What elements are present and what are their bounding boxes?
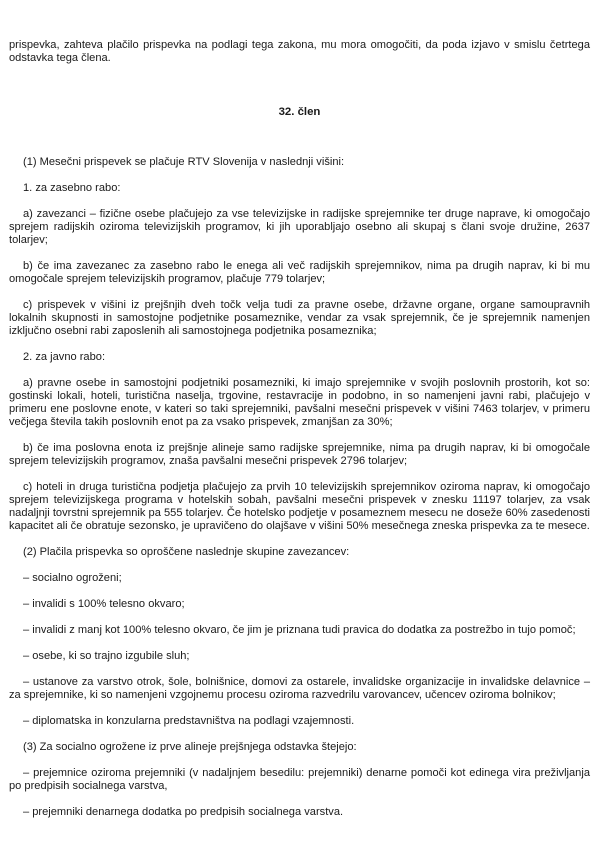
paragraph-public-a: a) pravne osebe in samostojni podjetniki posamezniki, ki imajo sprejemnike v svojih poslovnih prostorih, kot so: gostinski lokali, hoteli, turistična naselja, trgovine, restavracije in podobno, in so namenjeni javni rabi, plačujejo v primeru ene poslovne enote, v kateri so taki sprejemniki, pavšalni mesečni prispevek v višini 7463 tolarjev, v primeru večjega števila takih poslovnih enot pa za vsako prispevek, zmanjšan za 30%; — [9, 377, 590, 428]
list-item: – diplomatska in konzularna predstavništva na podlagi vzajemnosti. — [23, 715, 355, 727]
list-item: – prejemniki denarnega dodatka po predpisih socialnega varstva. — [23, 806, 344, 818]
paragraph-1: (1) Mesečni prispevek se plačuje RTV Slovenija v naslednji višini: — [23, 156, 345, 168]
list-item: – socialno ogroženi; — [23, 572, 122, 584]
document-page — [9, 39, 590, 832]
paragraph-private-a: a) zavezanci – fizične osebe plačujejo za vse televizijske in radijske sprejemnike ter druge naprave, ki omogočajo sprejem radijskih oziroma televizijskih programov, ki jih uporabljajo osebno ali skupaj s člani svoje družine, 2637 tolarjev; — [9, 208, 590, 246]
list-item: – invalidi s 100% telesno okvaro; — [23, 598, 185, 610]
list-item: – ustanove za varstvo otrok, šole, bolnišnice, domovi za ostarele, invalidske organizacije in invalidske delavnice – za sprejemnike, ki so namenjeni vzgojnemu procesu oziroma razvedrilu varovancev, učencev oziroma bolnikov; — [9, 676, 590, 701]
list-item: – osebe, ki so trajno izgubile sluh; — [23, 650, 190, 662]
paragraph-private-b: b) če ima zavezanec za zasebno rabo le enega ali več radijskih sprejemnikov, nima pa drugih naprav, ki bi mu omogočale sprejem televizijskih programov, plačuje 779 tolarjev; — [9, 260, 590, 285]
article-heading: 32. člen — [278, 106, 321, 118]
paragraph-2: (2) Plačila prispevka so oproščene naslednje skupine zavezancev: — [23, 546, 350, 558]
paragraph-3: (3) Za socialno ogrožene iz prve alineje prejšnjega odstavka štejejo: — [23, 741, 357, 753]
paragraph-private-c: c) prispevek v višini iz prejšnjih dveh točk velja tudi za pravne osebe, državne organe, organe samoupravnih lokalnih skupnosti in samostojne podjetnike posameznike, vendar za vsak sprejemnik, če je sprejemnik namenjen izključno osebni rabi zaposlenih ali samostojnega podjetnika posameznika; — [9, 299, 590, 337]
paragraph-public-use: 2. za javno rabo: — [23, 351, 106, 363]
paragraph-private-use: 1. za zasebno rabo: — [23, 182, 121, 194]
list-item: – invalidi z manj kot 100% telesno okvaro, če jim je priznana tudi pravica do dodatka za postrežbo in tujo pomoč; — [23, 624, 576, 636]
intro-paragraph: prispevka, zahteva plačilo prispevka na podlagi tega zakona, mu mora omogočiti, da poda izjavo v smislu četrtega odstavka tega člena. — [9, 39, 590, 64]
paragraph-public-c: c) hoteli in druga turistična podjetja plačujejo za prvih 10 televizijskih sprejemnikov oziroma naprav, ki omogočajo sprejem televizijskega programa v hotelskih sobah, pavšalni mesečni prispevek v znesku 11197 tolarjev, za vsak nadaljnji tovrstni sprejemnik pa 555 tolarjev. Če hotelsko podjetje v posameznem mesecu ne doseže 60% zasedenosti kapacitet ali če obratuje sezonsko, je upravičeno do olajšave v višini 50% mesečnega zneska prispevka za te mesece. — [9, 481, 590, 532]
list-item: – prejemnice oziroma prejemniki (v nadaljnjem besedilu: prejemniki) denarne pomoči kot edinega vira preživljanja po predpisih socialnega varstva, — [9, 767, 590, 792]
paragraph-public-b: b) če ima poslovna enota iz prejšnje alineje samo radijske sprejemnike, nima pa drugih naprav, ki bi omogočale sprejem televizijskih programov, znaša pavšalni mesečni prispevek 2796 tolarjev; — [9, 442, 590, 467]
